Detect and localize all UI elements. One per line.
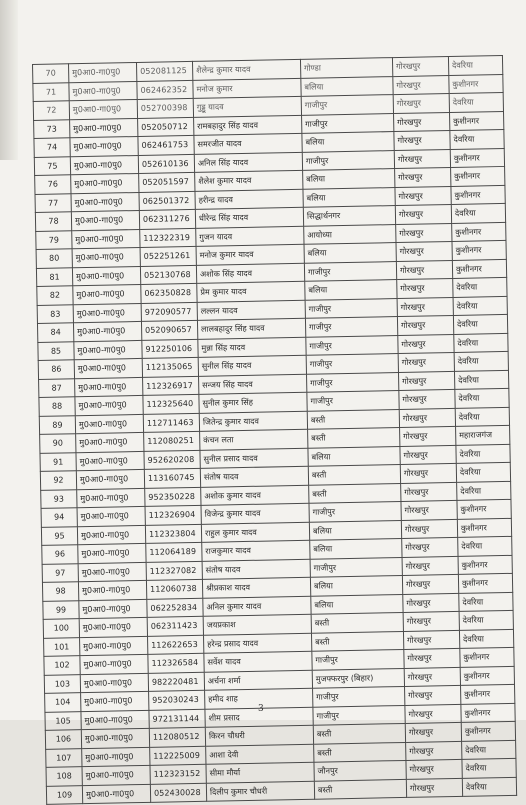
id-number-cell: 052130768	[140, 265, 196, 285]
region-cell: कुशीनगर	[449, 111, 503, 131]
registration-code-cell: मु0आ0-गा0पु0	[73, 284, 141, 304]
registration-code-cell: मु0आ0-गा0पु0	[72, 266, 140, 286]
id-number-cell: 112325640	[143, 394, 199, 414]
name-cell: आशा देवी	[206, 744, 314, 765]
region-cell: कुशीनगर	[451, 166, 505, 186]
serial-number-cell: 90	[40, 434, 76, 453]
serial-number-cell: 98	[42, 582, 78, 601]
id-number-cell: 052251261	[140, 246, 196, 266]
id-number-cell: 112323804	[145, 524, 201, 544]
name-cell: शीम प्रसाद	[205, 707, 313, 728]
district-cell: मुजफ्फरपुर (बिहार)	[312, 668, 404, 688]
district-cell: बलिया	[311, 594, 403, 614]
registration-code-cell: मु0आ0-गा0पु0	[78, 543, 146, 563]
id-number-cell: 113160745	[144, 468, 200, 488]
region-cell: देवरिया	[453, 277, 507, 297]
district-cell: बलिया	[308, 446, 400, 466]
id-number-cell: 052610136	[138, 154, 194, 174]
id-number-cell: 052050712	[138, 117, 194, 137]
office-cell: गोरखपुर	[404, 648, 460, 668]
registration-code-cell: मु0आ0-गा0पु0	[77, 488, 145, 508]
district-cell: आयोध्या	[304, 224, 396, 244]
office-cell: गोरखपुर	[397, 278, 453, 298]
registration-code-cell: मु0आ0-गा0पु0	[77, 506, 145, 526]
region-cell: देवरिया	[459, 592, 513, 612]
region-cell: कुशीनगर	[449, 74, 503, 94]
office-cell: गोरखपुर	[402, 556, 458, 576]
registration-code-cell: मु0आ0-गा0पु0	[82, 747, 150, 767]
page-number: 3	[258, 704, 264, 714]
id-number-cell: 062311276	[139, 209, 195, 229]
region-cell: कुशीनगर	[461, 684, 515, 704]
office-cell: गोरखपुर	[401, 482, 457, 502]
name-cell: हरेन्द्र प्रसाद यादव	[203, 633, 311, 654]
serial-number-cell: 102	[44, 656, 80, 675]
district-cell: बस्ती	[314, 742, 406, 762]
registration-code-cell: मु0आ0-गा0पु0	[73, 303, 141, 323]
id-number-cell: 062350828	[141, 283, 197, 303]
registration-code-cell: मु0आ0-गा0पु0	[75, 414, 143, 434]
office-cell: गोरखपुर	[394, 112, 450, 132]
district-cell: गाजीपुर	[305, 317, 397, 337]
serial-number-cell: 70	[33, 64, 69, 83]
name-cell: धीरेन्द्र सिंह यादव	[195, 207, 303, 228]
registration-code-cell: मु0आ0-गा0पु0	[70, 155, 138, 175]
id-number-cell: 112711463	[143, 413, 199, 433]
region-cell: कुशीनगर	[460, 666, 514, 686]
office-cell: गोरखपुर	[405, 722, 461, 742]
name-cell: समरजीत यादव	[194, 133, 302, 154]
office-cell: गोरखपुर	[398, 352, 454, 372]
registration-code-cell: मु0आ0-गा0पु0	[75, 395, 143, 415]
region-cell: कुशीनगर	[461, 721, 515, 741]
region-cell: कुशीनगर	[452, 222, 506, 242]
registration-code-cell: मु0आ0-गा0पु0	[72, 229, 140, 249]
registration-code-cell: मु0आ0-गा0पु0	[71, 173, 139, 193]
serial-number-cell: 93	[41, 489, 77, 508]
district-cell: गाजीपुर	[302, 150, 394, 170]
serial-number-cell: 99	[43, 600, 79, 619]
office-cell: गोरखपुर	[396, 260, 452, 280]
district-cell: गाजीपुर	[302, 113, 394, 133]
registration-code-cell: मु0आ0-गा0पु0	[69, 81, 137, 101]
serial-number-cell: 88	[39, 397, 75, 416]
region-cell: कुशीनगर	[458, 555, 512, 575]
serial-number-cell: 78	[35, 212, 71, 231]
district-cell: बलिया	[303, 169, 395, 189]
office-cell: गोरखपुर	[404, 667, 460, 687]
district-cell: बस्ती	[307, 409, 399, 429]
office-cell: गोरखपुर	[394, 149, 450, 169]
district-cell: बलिया	[301, 76, 393, 96]
office-cell: गोरखपुर	[400, 426, 456, 446]
region-cell: कुशीनगर	[452, 240, 506, 260]
serial-number-cell: 104	[45, 693, 81, 712]
serial-number-cell: 96	[42, 545, 78, 564]
district-cell: बलिया	[309, 520, 401, 540]
office-cell: गोरखपुर	[405, 685, 461, 705]
name-cell: संतोष यादव	[200, 466, 308, 487]
serial-number-cell: 94	[41, 508, 77, 527]
name-cell: मनोज कुमार यादव	[196, 244, 304, 265]
table-sheet	[32, 55, 514, 800]
serial-number-cell: 89	[39, 415, 75, 434]
id-number-cell: 112064189	[146, 542, 202, 562]
office-cell: गोरखपुर	[397, 297, 453, 317]
registration-code-cell: मु0आ0-गा0पु0	[76, 432, 144, 452]
district-cell: बलिया	[305, 280, 397, 300]
district-cell: गोण्डा	[300, 58, 392, 78]
region-cell: कुशीनगर	[452, 259, 506, 279]
registration-code-cell: मु0आ0-गा0पु0	[71, 210, 139, 230]
name-cell: लल्लन यादव	[197, 300, 305, 321]
name-cell: मनोज कुमार	[193, 78, 301, 99]
name-cell: अर्चना शर्मा	[204, 670, 312, 691]
serial-number-cell: 84	[37, 323, 73, 342]
region-cell: देवरिया	[448, 55, 502, 75]
office-cell: गोरखपुर	[396, 241, 452, 261]
office-cell: गोरखपुर	[395, 186, 451, 206]
region-cell: देवरिया	[456, 462, 510, 482]
district-cell: बस्ती	[313, 723, 405, 743]
id-number-cell: 062501372	[139, 191, 195, 211]
region-cell: देवरिया	[454, 351, 508, 371]
region-cell: कुशीनगर	[458, 573, 512, 593]
region-cell: देवरिया	[462, 758, 516, 778]
serial-number-cell: 72	[33, 101, 69, 120]
office-cell: गोरखपुर	[405, 704, 461, 724]
serial-number-cell: 103	[44, 674, 80, 693]
serial-number-cell: 86	[38, 360, 74, 379]
id-number-cell: 972090577	[141, 302, 197, 322]
region-cell: महाराजगंज	[456, 425, 510, 445]
region-cell: देवरिया	[451, 203, 505, 223]
district-cell: बलिया	[304, 243, 396, 263]
registration-code-cell: मु0आ0-गा0पु0	[70, 118, 138, 138]
id-number-cell: 052081125	[136, 61, 192, 81]
name-cell: विजेन्द्र कुमार यादव	[201, 503, 309, 524]
registration-code-cell: मु0आ0-गा0पु0	[76, 469, 144, 489]
registration-code-cell: मु0आ0-गा0पु0	[74, 340, 142, 360]
id-number-cell: 052700398	[137, 98, 193, 118]
registration-code-cell: मु0आ0-गा0पु0	[80, 673, 148, 693]
district-cell: गाजीपुर	[309, 501, 401, 521]
name-cell: अनिल कुमार यादव	[203, 596, 311, 617]
serial-number-cell: 107	[46, 748, 82, 767]
registration-code-cell: मु0आ0-गा0पु0	[78, 580, 146, 600]
name-cell: राजकुमार यादव	[202, 540, 310, 561]
id-number-cell: 112326917	[143, 376, 199, 396]
region-cell: देवरिया	[462, 740, 516, 760]
region-cell: देवरिया	[458, 536, 512, 556]
district-cell: बस्ती	[309, 483, 401, 503]
staff-table	[32, 55, 517, 805]
region-cell: कुशीनगर	[457, 518, 511, 538]
region-cell: देवरिया	[454, 370, 508, 390]
district-cell: गाजीपुर	[305, 298, 397, 318]
office-cell: गोरखपुर	[403, 593, 459, 613]
office-cell: गोरखपुर	[395, 204, 451, 224]
registration-code-cell: मु0आ0-गा0पु0	[77, 525, 145, 545]
district-cell: गाजीपुर	[306, 335, 398, 355]
serial-number-cell: 95	[41, 526, 77, 545]
serial-number-cell: 92	[40, 471, 76, 490]
office-cell: गोरखपुर	[399, 408, 455, 428]
registration-code-cell: मु0आ0-गा0पु0	[81, 728, 149, 748]
id-number-cell: 112322319	[140, 228, 196, 248]
name-cell: संतोष यादव	[202, 559, 310, 580]
name-cell: सुनील प्रसाद यादव	[200, 448, 308, 469]
serial-number-cell: 106	[45, 730, 81, 749]
name-cell: जितेन्द्र कुमार यादव	[199, 411, 307, 432]
name-cell: कंचन लता	[200, 429, 308, 450]
region-cell: देवरिया	[450, 129, 504, 149]
name-cell: लालबहादुर सिंह यादव	[197, 318, 305, 339]
district-cell: गाजीपुर	[310, 557, 402, 577]
district-cell: गाजीपुर	[313, 705, 405, 725]
office-cell: गोरखपुर	[395, 167, 451, 187]
registration-code-cell: मु0आ0-गा0पु0	[78, 562, 146, 582]
office-cell: गोरखपुर	[398, 371, 454, 391]
office-cell: गोरखपुर	[402, 537, 458, 557]
id-number-cell: 112622653	[148, 635, 204, 655]
serial-number-cell: 109	[46, 785, 82, 804]
district-cell: गाजीपुर	[306, 372, 398, 392]
serial-number-cell: 91	[40, 452, 76, 471]
district-cell: बलिया	[310, 538, 402, 558]
serial-number-cell: 82	[37, 286, 73, 305]
office-cell: गोरखपुर	[400, 445, 456, 465]
region-cell: देवरिया	[462, 777, 516, 797]
registration-code-cell: मु0आ0-गा0पु0	[71, 192, 139, 212]
office-cell: गोरखपुर	[406, 741, 462, 761]
district-cell: बस्ती	[308, 465, 400, 485]
region-cell: देवरिया	[455, 407, 509, 427]
office-cell: गोरखपुर	[399, 389, 455, 409]
registration-code-cell: मु0आ0-गा0पु0	[72, 247, 140, 267]
district-cell: बस्ती	[314, 779, 406, 799]
id-number-cell: 112326904	[145, 505, 201, 525]
id-number-cell: 112135065	[142, 357, 198, 377]
district-cell: गाजीपुर	[313, 686, 405, 706]
district-cell: गाजीपुर	[312, 649, 404, 669]
name-cell: सुनील सिंह यादव	[198, 355, 306, 376]
name-cell: प्रेम कुमार यादव	[197, 281, 305, 302]
id-number-cell: 062252834	[147, 598, 203, 618]
serial-number-cell: 85	[38, 341, 74, 360]
district-cell: बस्ती	[308, 428, 400, 448]
id-number-cell: 112326584	[148, 653, 204, 673]
office-cell: गोरखपुर	[397, 315, 453, 335]
region-cell: देवरिया	[459, 629, 513, 649]
name-cell: राहुल कुमार यादव	[201, 522, 309, 543]
office-cell: गोरखपुर	[406, 778, 462, 798]
district-cell: गाजीपुर	[307, 391, 399, 411]
district-cell: जौनपुर	[314, 760, 406, 780]
serial-number-cell: 75	[34, 156, 70, 175]
office-cell: गोरखपुर	[403, 630, 459, 650]
region-cell: कुशीनगर	[460, 647, 514, 667]
name-cell: अनिल सिंह यादव	[194, 152, 302, 173]
office-cell: गोरखपुर	[401, 519, 457, 539]
name-cell: श्रीप्रकाश यादव	[202, 577, 310, 598]
region-cell: देवरिया	[454, 333, 508, 353]
serial-number-cell: 73	[34, 119, 70, 138]
serial-number-cell: 79	[36, 230, 72, 249]
registration-code-cell: मु0आ0-गा0पु0	[82, 784, 150, 804]
serial-number-cell: 108	[46, 767, 82, 786]
id-number-cell: 062311423	[147, 616, 203, 636]
name-cell: गुजन यादव	[196, 226, 304, 247]
registration-code-cell: मु0आ0-गा0पु0	[76, 451, 144, 471]
district-cell: बस्ती	[311, 612, 403, 632]
id-number-cell: 112080512	[149, 727, 205, 747]
registration-code-cell: मु0आ0-गा0पु0	[81, 710, 149, 730]
name-cell: हरीन्द्र यादव	[195, 189, 303, 210]
name-cell: सर्वेश यादव	[204, 651, 312, 672]
id-number-cell: 982220481	[148, 672, 204, 692]
table-body	[33, 55, 517, 804]
serial-number-cell: 100	[43, 619, 79, 638]
region-cell: देवरिया	[453, 296, 507, 316]
region-cell: देवरिया	[455, 388, 509, 408]
name-cell: मुन्ना सिंह यादव	[198, 337, 306, 358]
registration-code-cell: मु0आ0-गा0पु0	[69, 99, 137, 119]
district-cell: गाजीपुर	[306, 354, 398, 374]
name-cell: सुनील कुमार सिंह	[199, 392, 307, 413]
district-cell: गाजीपुर	[304, 261, 396, 281]
district-cell: बलिया	[303, 187, 395, 207]
registration-code-cell: मु0आ0-गा0पु0	[80, 636, 148, 656]
serial-number-cell: 80	[36, 249, 72, 268]
name-cell: दिलीप कुमार चौधरी	[206, 781, 314, 802]
id-number-cell: 112080251	[144, 431, 200, 451]
office-cell: गोरखपुर	[406, 759, 462, 779]
region-cell: कुशीनगर	[450, 148, 504, 168]
office-cell: गोरखपुर	[396, 223, 452, 243]
region-cell: देवरिया	[459, 610, 513, 630]
id-number-cell: 912250106	[142, 339, 198, 359]
id-number-cell: 052051597	[139, 172, 195, 192]
registration-code-cell: मु0आ0-गा0पु0	[70, 136, 138, 156]
office-cell: गोरखपुर	[394, 130, 450, 150]
district-cell: सिद्धार्थनगर	[303, 206, 395, 226]
serial-number-cell: 77	[35, 193, 71, 212]
serial-number-cell: 71	[33, 82, 69, 101]
office-cell: गोरखपुर	[402, 574, 458, 594]
name-cell: गुड्डू यादव	[193, 96, 301, 117]
id-number-cell: 112225009	[150, 746, 206, 766]
office-cell: गोरखपुर	[401, 500, 457, 520]
serial-number-cell: 74	[34, 138, 70, 157]
registration-code-cell: मु0आ0-गा0पु0	[82, 765, 150, 785]
region-cell: देवरिया	[457, 481, 511, 501]
id-number-cell: 112327082	[146, 561, 202, 581]
region-cell: देवरिया	[453, 314, 507, 334]
name-cell: अशोक कुमार यादव	[201, 485, 309, 506]
name-cell: अशोक सिंह यादव	[196, 263, 304, 284]
registration-code-cell: मु0आ0-गा0पु0	[74, 358, 142, 378]
serial-number-cell: 76	[35, 175, 71, 194]
id-number-cell: 972131144	[149, 709, 205, 729]
registration-code-cell: मु0आ0-गा0पु0	[73, 321, 141, 341]
region-cell: कुशीनगर	[461, 703, 515, 723]
registration-code-cell: मु0आ0-गा0पु0	[75, 377, 143, 397]
office-cell: गोरखपुर	[403, 611, 459, 631]
id-number-cell: 052090657	[141, 320, 197, 340]
region-cell: कुशीनगर	[457, 499, 511, 519]
serial-number-cell: 105	[45, 711, 81, 730]
id-number-cell: 112323152	[150, 764, 206, 784]
registration-code-cell: मु0आ0-गा0पु0	[81, 691, 149, 711]
registration-code-cell: मु0आ0-गा0पु0	[69, 62, 137, 82]
office-cell: गोरखपुर	[393, 75, 449, 95]
name-cell: शैलेश कुमार यादव	[195, 170, 303, 191]
district-cell: बलिया	[310, 575, 402, 595]
name-cell: सीमा मौर्या	[206, 762, 314, 783]
name-cell: जयप्रकाश	[203, 614, 311, 635]
serial-number-cell: 87	[39, 378, 75, 397]
serial-number-cell: 83	[37, 304, 73, 323]
district-cell: गाजीपुर	[301, 95, 393, 115]
registration-code-cell: मु0आ0-गा0पु0	[80, 654, 148, 674]
region-cell: देवरिया	[449, 92, 503, 112]
id-number-cell: 952620208	[144, 450, 200, 470]
office-cell: गोरखपुर	[400, 463, 456, 483]
office-cell: गोरखपुर	[392, 57, 448, 77]
id-number-cell: 052430028	[150, 783, 206, 803]
region-cell: देवरिया	[456, 444, 510, 464]
page-edge-shadow	[0, 0, 18, 160]
serial-number-cell: 101	[44, 637, 80, 656]
name-cell: शैलेन्द्र कुमार यादव	[192, 59, 300, 80]
serial-number-cell: 81	[36, 267, 72, 286]
id-number-cell: 062462352	[137, 80, 193, 100]
id-number-cell: 062461753	[138, 135, 194, 155]
registration-code-cell: मु0आ0-गा0पु0	[79, 599, 147, 619]
id-number-cell: 952350228	[145, 487, 201, 507]
serial-number-cell: 97	[42, 563, 78, 582]
id-number-cell: 952030243	[149, 690, 205, 710]
region-cell: कुशीनगर	[451, 185, 505, 205]
id-number-cell: 112060738	[146, 579, 202, 599]
name-cell: सन्जय सिंह यादव	[199, 374, 307, 395]
name-cell: किरन चौधरी	[205, 725, 313, 746]
registration-code-cell: मु0आ0-गा0पु0	[79, 617, 147, 637]
district-cell: बस्ती	[311, 631, 403, 651]
office-cell: गोरखपुर	[398, 334, 454, 354]
name-cell: रामबहादुर सिंह यादव	[194, 115, 302, 136]
office-cell: गोरखपुर	[393, 93, 449, 113]
district-cell: बलिया	[302, 132, 394, 152]
name-cell: हमीद शाह	[205, 688, 313, 709]
